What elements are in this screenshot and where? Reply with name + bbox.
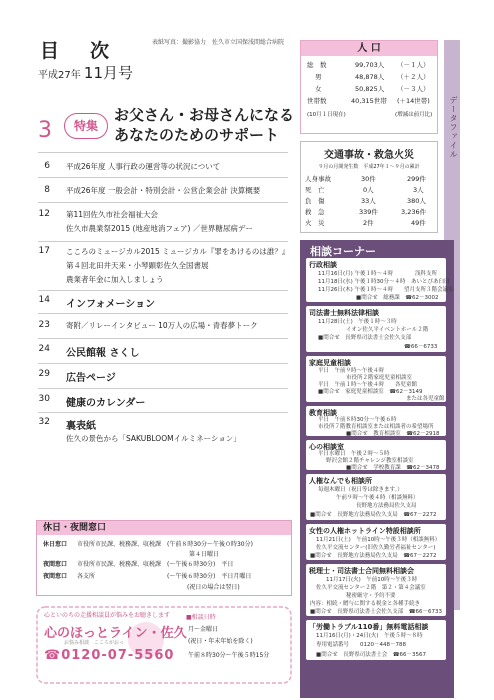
after-hours-text: 市役所市民課、税務課、収税課 (午前８時30分～午後０時30分): [77, 541, 253, 548]
toc-divider: [38, 152, 288, 153]
population-box: 人 口 総 数 99,703人 （－１人） 男 48,878人 （＋２人） 女 50,825人 （－３人） 世帯数 40,315世帯 (＋14世帯) (10月１日現在) (増減は前月比): [300, 40, 438, 134]
toc-row[interactable]: 6 平成26年度 人事行政の運営等の状況について: [44, 161, 221, 171]
traffic-row: 火 災 2件 49件: [305, 219, 426, 227]
hotline-hours: (祝日・年末年始を除く): [188, 638, 253, 645]
after-hours-label: 夜間窓口: [43, 573, 68, 580]
after-hours-label: 休日窓口: [43, 541, 68, 548]
after-hours-title: 休日・夜間窓口: [37, 521, 291, 535]
consult-panel[interactable]: 教育相談 平日 午前８時30分～午後６時 市役所７階教育相談室または相談者の希望場所 ■問合せ 教育相談室 ☎62－2918: [306, 406, 446, 436]
consult-panel[interactable]: 司法書士無料法律相談 11月28日(土) 午後１時～３時 イオン佐久平イベントホール２階 ■問合せ 長野県司法書士会佐久支部 ☎66－6733: [306, 306, 446, 352]
toc-row[interactable]: 8 平成26年度 一般会計・特別会計・公営企業会計 決算概要: [44, 185, 261, 195]
consult-panel[interactable]: 税理士・司法書士合同無料相談会 11月17日(火) 午前10時～午後３時 佐久平交流センター２階 第２・第４会議室 秘密厳守・予約不要 内容：相続・贈与に関する税金と各種手続き ■問合せ 長野県司法書士会佐久支部 ☎66－6733: [306, 564, 446, 616]
traffic-title: 交通事故・救急火災: [324, 150, 414, 161]
toc-divider: [38, 338, 288, 339]
after-hours-text: 各支所 (～午後６時30分) 平日月曜日: [77, 573, 252, 580]
traffic-subtitle: ９月の月間発生数 平成27年１～９月の累計: [318, 164, 420, 170]
traffic-row: 負 傷 33人 380人: [305, 197, 426, 205]
feature-page-number[interactable]: 3: [38, 118, 52, 143]
hotline-name: 心のほっとライン・佐久: [44, 626, 187, 641]
after-hours-text: 市役所市民課、税務課、収税課 (～午後６時30分) 平日: [77, 561, 234, 568]
feature-title-line2[interactable]: あなたのためのサポート: [114, 126, 280, 144]
data-file-label: データファイル: [449, 96, 458, 159]
toc-divider: [38, 313, 288, 314]
toc-divider: [38, 177, 288, 178]
after-hours-label: 夜間窓口: [43, 561, 68, 568]
hotline-ruby: お悩み相談 こころがおっ: [64, 640, 125, 646]
toc-row[interactable]: 32 裏表紙 佐久の景色から「SAKUBLOOMイルミネーション」: [38, 417, 241, 443]
hotline-phone[interactable]: ☎0120-07-5560: [44, 648, 175, 663]
toc-divider: [38, 202, 288, 203]
toc-row[interactable]: 17 こころのミュージカル2015 ミュージカル『罪をあけるのは誰？』 第４回北田井天来・小琴顕彰佐久全国書展 農業者年金に加入しましょう: [38, 246, 290, 284]
hotline-hours: 月～金曜日: [188, 626, 219, 633]
toc-row[interactable]: 30 健康のカレンダー: [38, 394, 146, 409]
after-hours-box: [36, 520, 292, 596]
after-hours-text: (祝日の場合は翌日): [187, 584, 240, 591]
consult-panel[interactable]: 家庭児童相談 平日 午前９時～午後４時 市役所２階家庭児童相談室 平日 午前１時～午後４時 各児童館 ■問合せ 家庭児童相談室 ☎62－3149 または各児童館: [306, 356, 446, 402]
toc-row[interactable]: 29 広告ページ: [38, 369, 116, 384]
hotline-hours-title: ■相談日時: [186, 614, 216, 621]
toc-divider: [38, 290, 288, 291]
consult-panel[interactable]: 行政相談 11月16日(月) 午後１時～４時 浅科支所 11月18日(水) 午後１時30分～４時 あいとぴあ臼田 11月26日(木) 午後１時～４時 望月支所３階会議室 ■問合せ 総務課 ☎62－3002: [306, 258, 446, 302]
hotline-hours: 午前８時30分～午後５時15分: [188, 652, 270, 659]
traffic-row: 人身事故 30件 299件: [305, 175, 426, 183]
hotline-ad: [36, 606, 292, 684]
consult-panel[interactable]: 人権なんでも相談所 毎週木曜日（祝日等は除きます。） 午前９時～午後４時（相談無料） 長野地方法務局佐久支局 ■問合せ 長野地方法務局佐久支局 ☎67－2272: [306, 474, 446, 520]
feature-badge: 特集: [64, 113, 108, 139]
toc-divider: [38, 412, 288, 413]
consultation-corner: [300, 240, 454, 698]
consult-panel[interactable]: 心の相談室 平日水曜日 午後２時～５時 野沢会館２階チャレンジ教室相談室 ■問合せ 学校教育課 ☎62－3478: [306, 440, 446, 470]
cover-credit: 表紙写真：撮影協力 佐久市立国保浅間総合病院: [152, 39, 285, 46]
feature-title-line1[interactable]: お父さん・お母さんになる: [114, 106, 295, 124]
traffic-row: 救 急 339件 3,236件: [305, 208, 427, 216]
page-title: 目 次: [40, 40, 116, 62]
issue-date: 平成27年 11月号: [38, 64, 134, 82]
after-hours-text: 第４日曜日: [189, 551, 220, 558]
traffic-box: [300, 141, 438, 233]
toc-row[interactable]: 12 第11回佐久市社会福祉大会 佐久市農業祭2015 (地産地消フェア) ／世界糖尿病デー: [38, 209, 253, 233]
traffic-row: 死 亡 0人 3人: [305, 186, 424, 194]
toc-row[interactable]: 24 公民館報 さくし: [38, 344, 140, 359]
consultation-title: 相談コーナー: [310, 245, 376, 258]
toc-divider: [38, 363, 288, 364]
toc-divider: [38, 388, 288, 389]
population-title: 人 口: [301, 41, 437, 56]
toc-divider: [38, 241, 288, 242]
consult-panel[interactable]: 「労働トラブル110番」無料電話相談 11月16日(月)・24日(火) 午後５時～８時 専用電話番号 0120－448－788 ■問合せ 長野県司法書士会 ☎66－3567: [306, 620, 446, 660]
consult-panel[interactable]: 女性の人権ホットライン特設相談所 11月21日(土) 午前10時～午後３時（相談無料） 佐久平交流センター(旧佐久勤労者福祉センター) ■問合せ 長野地方法務局佐久支局 ☎67－2272: [306, 524, 446, 560]
toc-row[interactable]: 23 寄附／リレーインタビュー 10万人の広場・青春夢トーク: [38, 320, 258, 330]
hotline-tagline: 心といのちの走援相談員が悩みをお聴きします: [44, 612, 171, 619]
toc-row[interactable]: 14 インフォメーション: [38, 295, 156, 310]
